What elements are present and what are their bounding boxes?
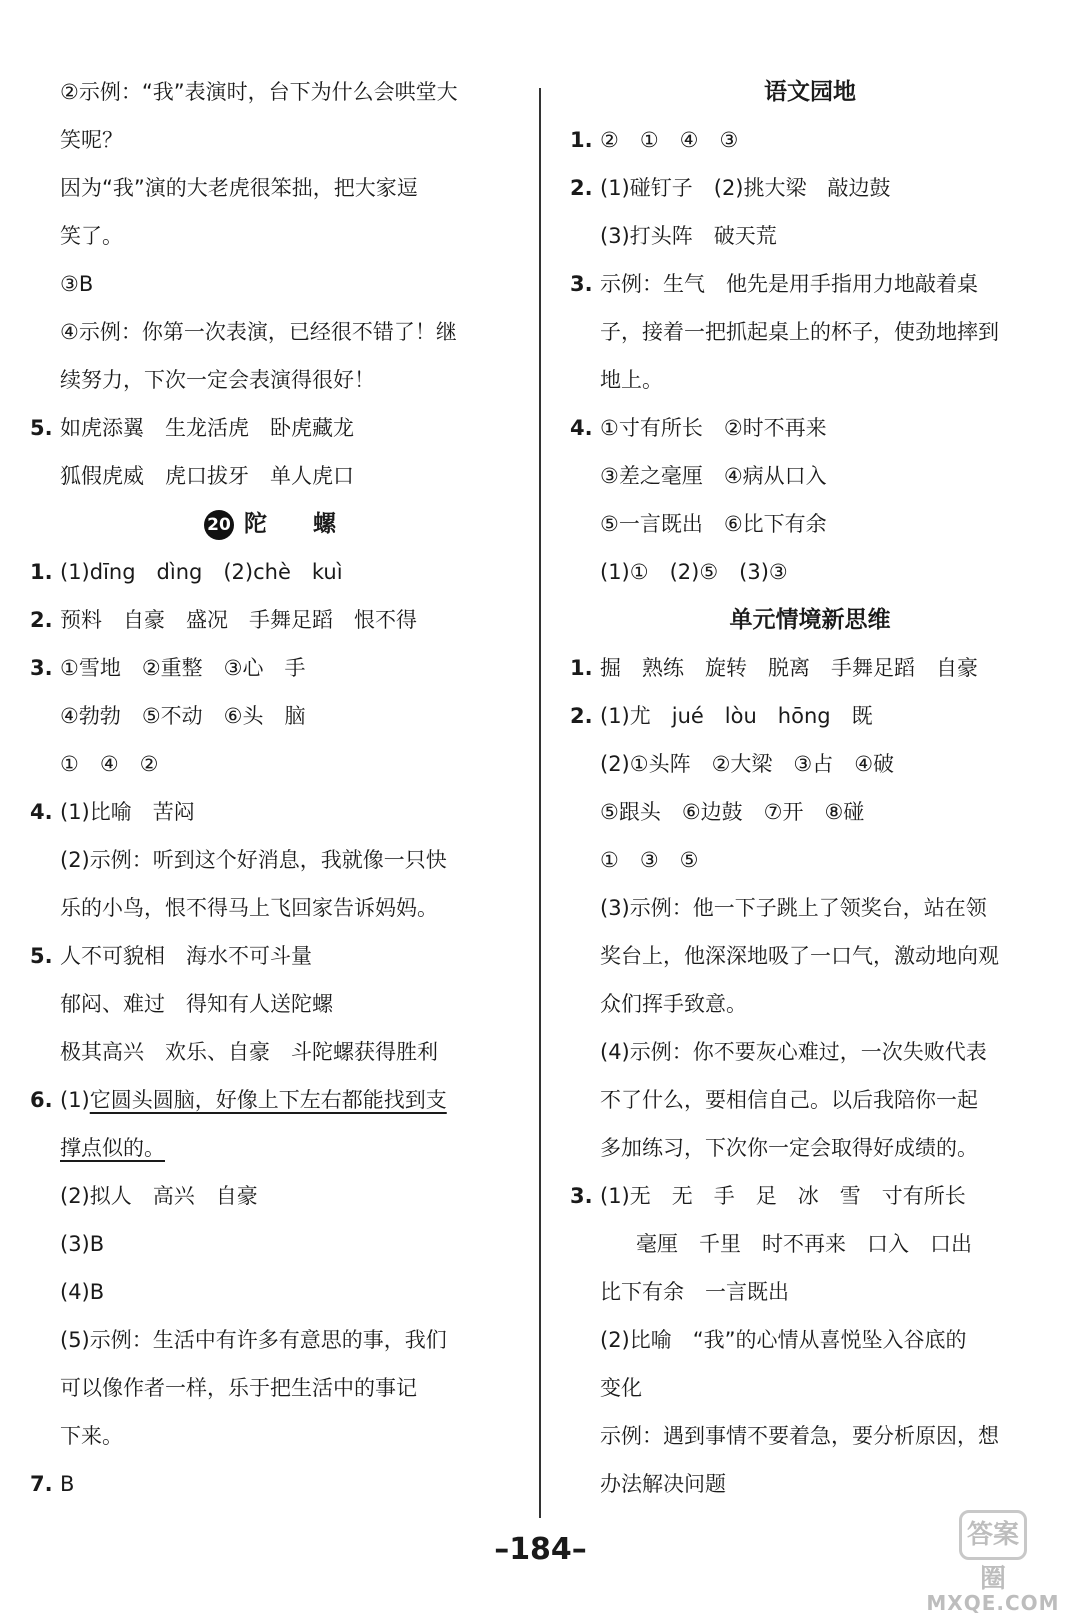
question-4 [570,404,1050,452]
answer-line: (2)拟人 高兴 自豪 [60,1184,258,1208]
answer-text: (1)碰钉子 (2)挑大梁 敲边鼓 [600,176,891,200]
question-number: 1. [30,560,53,584]
question-number: 3. [570,1184,593,1208]
question-6 [30,1076,510,1124]
answer-line: (3)打头阵 破天荒 [600,224,777,248]
answer-line: 郁闷、难过 得知有人送陀螺 [60,992,333,1016]
column-divider [539,88,541,1518]
question-number: 5. [30,416,53,440]
answer-text: 如虎添翼 生龙活虎 卧虎藏龙 [60,416,354,440]
question-3 [30,644,510,692]
answer-line: (5)示例：生活中有许多有意思的事，我们 [60,1328,447,1352]
answer-line: 子，接着一把抓起桌上的杯子，使劲地摔到 [600,320,999,344]
question-1 [30,548,510,596]
answer-line: 毫厘 千里 时不再来 口入 口出 [636,1232,972,1256]
answer-text: (1)dīng dìng (2)chè kuì [60,560,343,584]
answer-line: 地上。 [600,368,663,392]
section-title: 单元情境新思维 [729,607,891,633]
question-3 [570,1172,1050,1220]
lesson-number-badge: 20 [204,510,234,540]
question-5 [30,404,510,452]
answer-line: 乐的小鸟，恨不得马上飞回家告诉妈妈。 [60,896,438,920]
answer-line: 笑呢？ [60,128,123,152]
question-4 [30,788,510,836]
answer-line: (3)示例：他一下子跳上了领奖台，站在领 [600,896,987,920]
answer-line: 不了什么，要相信自己。以后我陪你一起 [600,1088,978,1112]
watermark-url: MXQE.COM [926,1591,1060,1615]
question-number: 6. [30,1088,53,1112]
answer-line: (4)示例：你不要灰心难过，一次失败代表 [600,1040,987,1064]
underlined-answer: 它圆头圆脑，好像上下左右都能找到支 [89,1088,447,1112]
question-2 [570,164,1050,212]
answer-line [30,1124,510,1172]
answer-text: B [60,1472,75,1496]
answer-line: 笑了。 [60,224,123,248]
answer-text: ② ① ④ ③ [600,128,739,152]
question-2 [570,692,1050,740]
answer-line: 变化 [600,1376,642,1400]
question-1 [570,644,1050,692]
question-3 [570,260,1050,308]
answer-line: 办法解决问题 [600,1472,726,1496]
underlined-answer: 撑点似的。 [60,1136,165,1160]
answer-text: (1)无 无 手 足 冰 雪 寸有所长 [600,1184,966,1208]
answer-line: 续努力，下次一定会表演得很好！ [60,368,375,392]
answer-text: 人不可貌相 海水不可斗量 [60,944,312,968]
answer-line: (2)比喻 “我”的心情从喜悦坠入谷底的 [600,1328,967,1352]
answer-line: ⑤一言既出 ⑥比下有余 [600,512,827,536]
answer-text: 预料 自豪 盛况 手舞足蹈 恨不得 [60,608,417,632]
answer-line: (4)B [60,1280,105,1304]
watermark-badge: 答案圈 [959,1510,1027,1560]
answer-line: (2)①头阵 ②大梁 ③占 ④破 [600,752,895,776]
answer-text: (1)比喻 苦闷 [60,800,195,824]
answer-line: ③差之毫厘 ④病从口入 [600,464,827,488]
question-number: 1. [570,128,593,152]
answer-line: ① ④ ② [60,752,159,776]
answer-line: (3)B [60,1232,105,1256]
answer-text: (1)尤 jué lòu hōng 既 [600,704,873,728]
left-column [30,68,510,1508]
lesson-title [30,500,510,548]
question-number: 2. [570,176,593,200]
answer-line: 众们挥手致意。 [600,992,747,1016]
question-number: 4. [30,800,53,824]
question-number: 2. [30,608,53,632]
answer-line: 狐假虎威 虎口拔牙 单人虎口 [60,464,354,488]
answer-text: 示例：生气 他先是用手指用力地敲着桌 [600,272,978,296]
question-number: 7. [30,1472,53,1496]
question-1 [570,116,1050,164]
page-number: –184– [494,1532,587,1567]
answer-line: 比下有余 一言既出 [600,1280,789,1304]
question-number: 2. [570,704,593,728]
answer-line: 多加练习，下次你一定会取得好成绩的。 [600,1136,978,1160]
answer-prefix: (1) [60,1088,90,1112]
answer-line: 下来。 [60,1424,123,1448]
section-title: 语文园地 [764,79,856,105]
lesson-name: 陀 螺 [244,511,336,537]
answer-line: (2)示例：听到这个好消息，我就像一只快 [60,848,447,872]
question-2 [30,596,510,644]
question-number: 3. [570,272,593,296]
answer-text: 掘 熟练 旋转 脱离 手舞足蹈 自豪 [600,656,978,680]
answer-line: 因为“我”演的大老虎很笨拙，把大家逗 [60,176,418,200]
watermark-logo [918,1510,1068,1615]
answer-line: ① ③ ⑤ [600,848,699,872]
question-number: 5. [30,944,53,968]
question-5b [30,932,510,980]
answer-line: 奖台上，他深深地吸了一口气，激动地向观 [600,944,999,968]
answer-text: ①寸有所长 ②时不再来 [600,416,827,440]
question-number: 3. [30,656,53,680]
answer-text: ①雪地 ②重整 ③心 手 [60,656,306,680]
answer-line: 极其高兴 欢乐、自豪 斗陀螺获得胜利 [60,1040,438,1064]
question-number: 4. [570,416,593,440]
answer-line: 示例：遇到事情不要着急，要分析原因，想 [600,1424,999,1448]
answer-line: ⑤跟头 ⑥边鼓 ⑦开 ⑧碰 [600,800,865,824]
answer-line: ③B [60,272,94,296]
question-number: 1. [570,656,593,680]
answer-line: ④勃勃 ⑤不动 ⑥头 脑 [60,704,306,728]
answer-line: ④示例：你第一次表演，已经很不错了！继 [60,320,457,344]
question-7 [30,1460,510,1508]
answer-line: (1)① (2)⑤ (3)③ [600,560,788,584]
answer-line: 可以像作者一样，乐于把生活中的事记 [60,1376,417,1400]
answer-line: ②示例：“我”表演时，台下为什么会哄堂大 [60,80,458,104]
right-column [570,68,1050,1508]
